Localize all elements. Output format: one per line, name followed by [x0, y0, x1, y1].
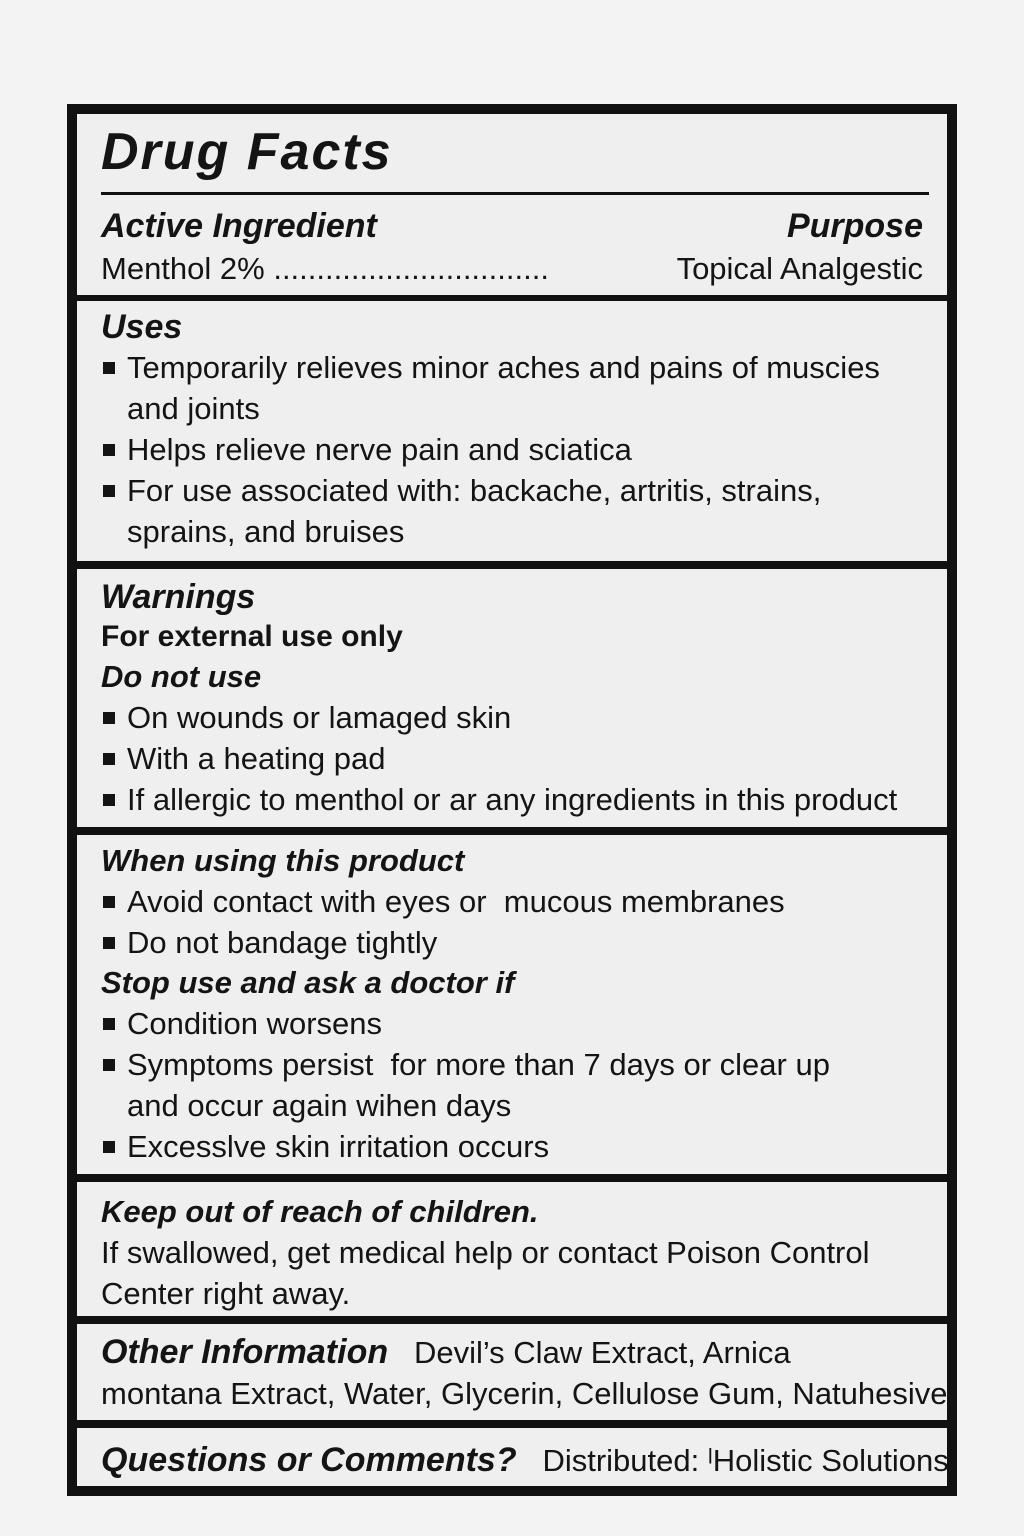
when-using-section — [77, 835, 947, 1174]
other-info-heading: Other Information — [101, 1333, 389, 1371]
questions-heading: Questions or Comments? — [101, 1441, 517, 1479]
do-not-use-heading: Do not use — [101, 659, 262, 694]
other-info-section — [77, 1324, 947, 1420]
list-item: Temporarily relieves minor aches and pains of muscies and joints — [101, 347, 927, 429]
uses-section — [77, 301, 947, 561]
stop-use-list — [101, 1003, 923, 1167]
other-info-text-line1: Devil’s Claw Extract, Arnica — [413, 1335, 791, 1370]
external-use-text: For external use only — [101, 620, 403, 653]
list-item: If allergic to menthol or ar any ingredients in this product — [101, 779, 923, 820]
other-info-text-line2: montana Extract, Water, Glycerin, Cellulose Gum, Natuhesive — [101, 1376, 948, 1411]
list-item: Condition worsens — [101, 1003, 923, 1044]
active-ingredient-purpose: Topical Analgestic — [676, 251, 923, 286]
list-item: Helps relieve nerve pain and sciatica — [101, 429, 923, 470]
list-item: With a heating pad — [101, 738, 923, 779]
uses-list — [101, 347, 923, 552]
keep-out-heading: Keep out of reach of children. — [101, 1194, 539, 1229]
do-not-use-list — [101, 697, 923, 820]
list-item: Do not bandage tightly — [101, 922, 923, 963]
active-ingredient-section — [77, 114, 947, 295]
when-using-heading: When using this product — [101, 843, 465, 878]
stop-use-heading: Stop use and ask a doctor if — [101, 965, 515, 1000]
keep-out-section — [77, 1182, 947, 1316]
leader-dots: ................................ — [264, 251, 549, 286]
list-item: For use associated with: backache, artritis, strains, sprains, and bruises — [101, 470, 887, 552]
questions-text: Distributed: ˡHolistic Solutions — [542, 1443, 949, 1478]
questions-section — [77, 1428, 947, 1486]
warnings-heading: Warnings — [101, 578, 256, 616]
page-title: Drug Facts — [101, 123, 393, 181]
active-ingredient-name: Menthol 2% — [101, 251, 265, 286]
uses-heading: Uses — [101, 308, 183, 346]
keep-out-text: If swallowed, get medical help or contact Poison Control Center right away. — [101, 1235, 870, 1311]
drug-facts-panel — [67, 104, 957, 1496]
active-ingredient-heading: Active Ingredient — [101, 207, 377, 245]
warnings-section — [77, 569, 947, 827]
list-item: Symptoms persist for more than 7 days or clear up and occur again wihen days — [101, 1044, 867, 1126]
list-item: Avoid contact with eyes or mucous membranes — [101, 881, 923, 922]
list-item: Excesslve skin irritation occurs — [101, 1126, 923, 1167]
list-item: On wounds or lamaged skin — [101, 697, 923, 738]
when-using-list — [101, 881, 923, 963]
title-divider — [101, 192, 929, 195]
purpose-heading: Purpose — [786, 207, 923, 245]
